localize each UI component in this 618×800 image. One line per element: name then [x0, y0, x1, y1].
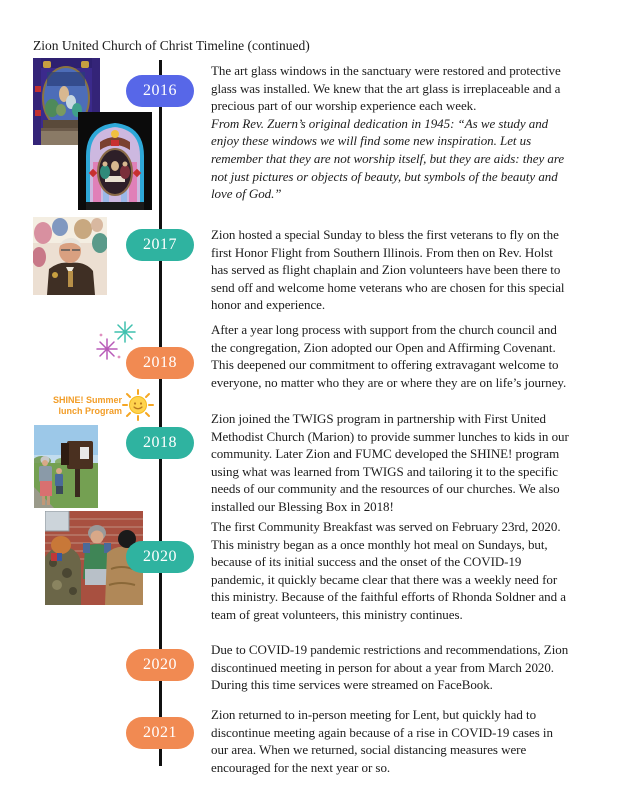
entry-text-2020-b [211, 641, 571, 694]
entry-body: The art glass windows in the sanctuary were restored and protective glass was installed. We knew that the art glass is irreplaceable and a precious part of our worship experience each week. [211, 63, 561, 114]
honor-flight-veteran-photo [33, 217, 107, 295]
entry-text-2018-a [211, 321, 571, 391]
year-badge-2016: 2016 [126, 75, 194, 107]
shine-program-logo [52, 395, 122, 417]
year-badge-2020-b: 2020 [126, 649, 194, 681]
year-badge-2021: 2021 [126, 717, 194, 749]
entry-body: Zion returned to in-person meeting for Lent, but quickly had to discontinue meeting again because of a rise in COVID-19 cases in our area. When we returned, social distancing measures were encouraged for the next year or so. [211, 707, 553, 775]
entry-body: After a year long process with support from the church council and the congregation, Zion adopted our Open and Affirming Covenant. This deepened our commitment to offering extravagant welcome to everyone, no matter who they are or where they are on life’s journey. [211, 322, 567, 390]
sun-smiley-icon [121, 388, 155, 422]
year-badge-2018-a: 2018 [126, 347, 194, 379]
entry-text-2017 [211, 226, 571, 314]
blessing-box-photo [34, 425, 98, 508]
entry-body: Zion hosted a special Sunday to bless the first veterans to fly on the first Honor Flight from Southern Illinois. From then on Rev. Holst has served as flight chaplain and Zion volunteers have been there to send off and welcome home veterans who are chosen for this special honor and experience. [211, 227, 565, 313]
shine-logo-line2: lunch Program [58, 406, 122, 416]
entry-text-2018-b [211, 410, 571, 516]
entry-body: The first Community Breakfast was served on February 23rd, 2020. This ministry began as a once monthly hot meal on Sundays, but, because of its initial success and the onset of the COVID-19 pandemic, it quickly became clear that there was a weekly need for this ministry. Because of the faithful efforts of Rhonda Soldner and a team of great volunteers, this ministry continues. [211, 519, 567, 622]
entry-text-2016 [211, 62, 571, 203]
shine-logo-line1: SHINE! Summer [52, 395, 122, 405]
entry-body: Due to COVID-19 pandemic restrictions and recommendations, Zion discontinued meeting in person for about a year from March 2020. During this time services were streamed on FaceBook. [211, 642, 569, 693]
year-badge-2018-b: 2018 [126, 427, 194, 459]
entry-body: Zion joined the TWIGS program in partnership with First United Methodist Church (Marion) to provide summer lunches to kids in our community. Later Zion and FUMC developed the SHINE! program using what was learned from TWIGS and tailoring it to the specific needs of our community and the resources of our churches. We also installed our Blessing Box in 2018! [211, 411, 569, 514]
entry-text-2020-a [211, 518, 571, 624]
entry-text-2021 [211, 706, 571, 776]
stained-glass-last-supper-photo [78, 112, 152, 210]
page-title: Zion United Church of Christ Timeline (continued) [33, 38, 310, 53]
year-badge-2017: 2017 [126, 229, 194, 261]
year-badge-2020-a: 2020 [126, 541, 194, 573]
entry-quote: From Rev. Zuern’s original dedication in 1945: “As we study and enjoy these windows we will find some new inspiration. Let us remember that they are not worship itself, but they are aids: they are not just pictures or objects of beauty, but symbols of the beauty and love of God.” [211, 115, 565, 202]
